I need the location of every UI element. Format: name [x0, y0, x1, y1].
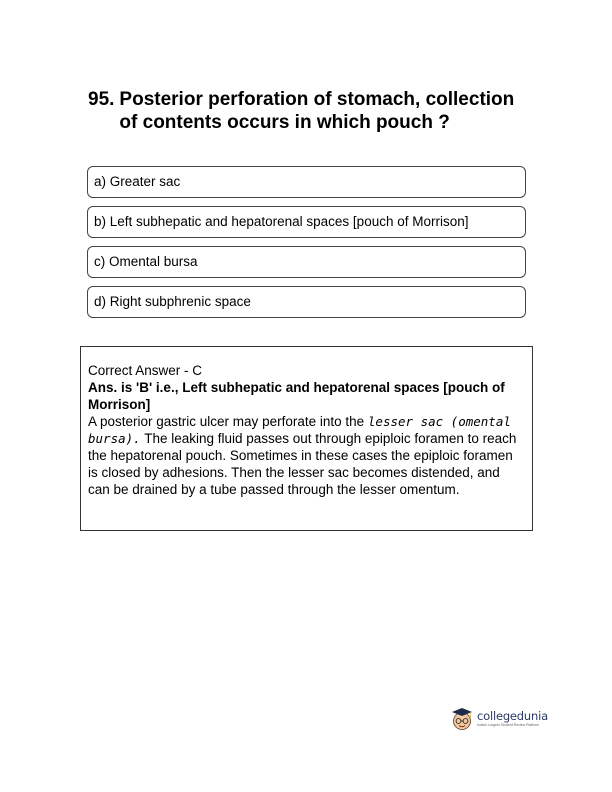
collegedunia-logo[interactable] — [450, 702, 550, 736]
logo-tagline: India's Largest Student Review Platform — [477, 723, 540, 727]
explanation-end: The leaking fluid passes out through epiploic foramen to reach the hepatorenal pouch. Sometimes in these cases the epiploic foramen is closed by adhesions. Then the lesser sac becomes distended, and can be drained by a tube passed through the lesser omentum. — [88, 431, 517, 497]
option-c-label: c) Omental bursa — [94, 254, 198, 269]
answer-title: Ans. is 'B' i.e., Left subhepatic and hepatorenal spaces [pouch of Morrison] — [88, 380, 505, 412]
answer-box — [80, 346, 533, 531]
graduate-mascot-icon — [450, 706, 474, 732]
question-text: Posterior perforation of stomach, collection of contents occurs in which pouch ? — [119, 89, 515, 133]
explanation-italic: lesser sac (omental bursa). — [88, 414, 511, 446]
option-b[interactable] — [87, 206, 526, 238]
answer-explanation — [88, 413, 524, 498]
option-c[interactable] — [87, 246, 526, 278]
logo-text — [477, 708, 548, 728]
option-d[interactable] — [87, 286, 526, 318]
option-d-label: d) Right subphrenic space — [94, 294, 251, 309]
option-a[interactable] — [87, 166, 526, 198]
question-heading — [88, 88, 528, 134]
option-a-label: a) Greater sac — [94, 174, 181, 189]
correct-answer: Correct Answer - C — [88, 363, 203, 378]
option-b-label: b) Left subhepatic and hepatorenal spaces [pouch of Morrison] — [94, 214, 469, 229]
logo-name: collegedunia — [477, 708, 548, 723]
explanation-start: A posterior gastric ulcer may perforate into the — [88, 414, 368, 429]
question-number: 95. — [88, 89, 115, 110]
